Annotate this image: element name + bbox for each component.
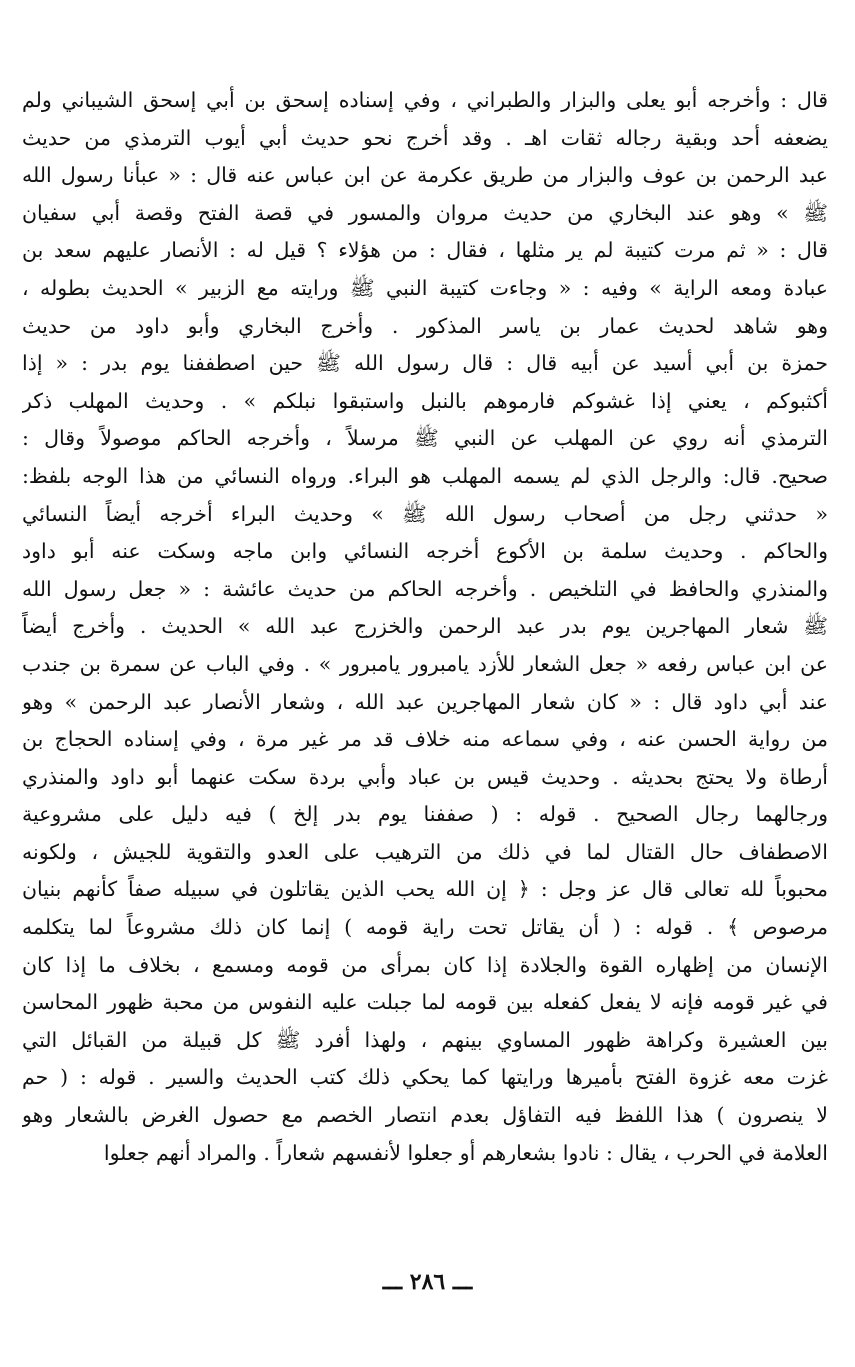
text-line: قال : وأخرجه أبو يعلى والبزار والطبراني ، وفي إسناده إسحق بن أبي إسحق الشيباني ولم — [22, 88, 828, 112]
text-line: في غير قومه فإنه لا يفعل كفعله بين قومه لما جبلت عليه النفوس من محبة ظهور المحاسن — [22, 990, 828, 1015]
text-line: الترمذي أنه روي عن المهلب عن النبي ﷺ مرسلاً ، وأخرجه الحاكم موصولاً وقال : — [22, 426, 828, 451]
text-line: الإنسان من إظهاره القوة والجلادة إذا كان بمرأى من قومه ومسمع ، بخلاف ما إذا كان — [22, 952, 828, 977]
text-line: بين العشيرة وكراهة ظهور المساوي بينهم ، ولهذا أفرد ﷺ كل قبيلة من القبائل التي — [22, 1027, 828, 1052]
text-line: أرطاة ولا يحتج بحديثه . وحديث قيس بن عباد وأبي بردة سكت عنهما أبو داود والمنذري — [22, 764, 828, 789]
text-line: والمنذري والحافظ في التلخيص . وأخرجه الحاكم من حديث عائشة : « جعل رسول الله — [22, 576, 828, 601]
text-line: الاصطفاف حال القتال لما في ذلك من الترهيب على العدو والتقوية للجيش ، ولكونه — [22, 839, 828, 864]
text-line: والحاكم . وحديث سلمة بن الأكوع أخرجه النسائي وابن ماجه وسكت عنه أبو داود — [22, 539, 828, 564]
text-line: « حدثني رجل من أصحاب رسول الله ﷺ » وحديث البراء أخرجه أيضاً النسائي — [22, 501, 828, 526]
text-line: عند أبي داود قال : « كان شعار المهاجرين عبد الله ، وشعار الأنصار عبد الرحمن » وهو — [22, 689, 828, 714]
text-line: عبد الرحمن بن عوف والبزار من طريق عكرمة عن ابن عباس عنه قال : « عبأنا رسول الله — [22, 163, 828, 188]
text-line: العلامة في الحرب ، يقال : نادوا بشعارهم أو جعلوا لأنفسهم شعاراً . والمراد أنهم جعلوا — [103, 1140, 828, 1165]
text-line: أكثبوكم ، يعني إذا غشوكم فارموهم بالنبل واستبقوا نبلكم » . وحديث المهلب ذكر — [22, 388, 828, 413]
text-line: ورجالهما رجال الصحيح . قوله : ( صففنا يوم بدر إلخ ) فيه دليل على مشروعية — [22, 802, 828, 827]
text-line: محبوباً لله تعالى قال عز وجل : ﴿ إن الله يحب الذين يقاتلون في سبيله صفاً كأنهم بنيان — [22, 877, 828, 902]
text-line: وهو شاهد لحديث عمار بن ياسر المذكور . وأخرج البخاري وأبو داود من حديث — [22, 313, 828, 338]
text-line: عن ابن عباس رفعه « جعل الشعار للأزد يامبرور يامبرور » . وفي الباب عن سمرة بن جندب — [22, 651, 828, 676]
page-number: ـــ ٢٨٦ ـــ — [382, 1269, 473, 1295]
text-line: ﷺ » وهو عند البخاري من حديث مروان والمسور في قصة الفتح وقصة أبي سفيان — [22, 200, 828, 225]
text-line: ﷺ شعار المهاجرين يوم بدر عبد الرحمن والخزرج عبد الله » الحديث . وأخرج أيضاً — [22, 614, 828, 639]
text-line: صحيح. قال: والرجل الذي لم يسمه المهلب هو البراء. ورواه النسائي من هذا الوجه بلفظ: — [22, 463, 828, 488]
text-line: يضعفه أحد وبقية رجاله ثقات اهـ . وقد أخرج نحو حديث أبي أيوب الترمذي من حديث — [22, 125, 828, 150]
text-line: قال : « ثم مرت كتيبة لم ير مثلها ، فقال : من هؤلاء ؟ قيل له : الأنصار عليهم سعد بن — [22, 238, 828, 263]
text-line: عبادة ومعه الراية » وفيه : « وجاءت كتيبة النبي ﷺ ورايته مع الزبير » الحديث بطوله ، — [22, 275, 828, 300]
text-line: لا ينصرون ) هذا اللفظ فيه التفاؤل بعدم انتصار الخصم مع حصول الغرض بالشعار وهو — [22, 1103, 828, 1128]
text-line: حمزة بن أبي أسيد عن أبيه قال : قال رسول الله ﷺ حين اصطففنا يوم بدر : « إذا — [22, 351, 828, 376]
text-line: غزت معه غزوة الفتح بأميرها ورايتها كما يحكي ذلك كتب الحديث والسير . قوله : ( حم — [22, 1065, 828, 1090]
body-text — [22, 82, 828, 1172]
text-line: من رواية الحسن عنه ، وفي سماعه منه خلاف قد مر غير مرة ، وفي إسناده الحجاج بن — [22, 727, 828, 752]
text-line: مرصوص ﴾ . قوله : ( أن يقاتل تحت راية قومه ) إنما كان ذلك مشروعاً لما يتكلمه — [22, 915, 828, 940]
